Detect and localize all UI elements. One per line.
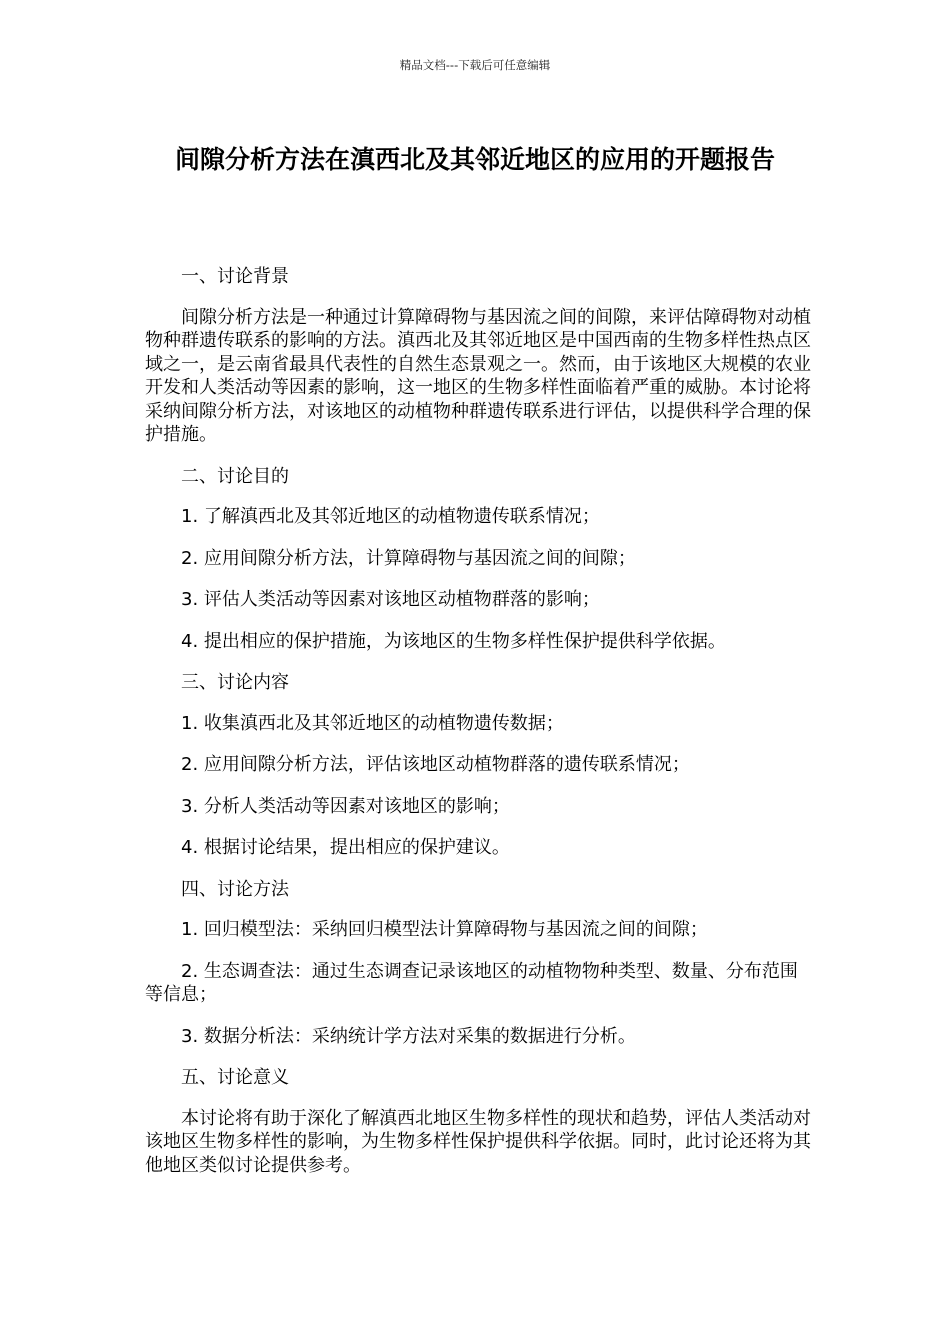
paragraph: 本讨论将有助于深化了解滇西北地区生物多样性的现状和趋势，评估人类活动对该地区生物多样性的影响，为生物多样性保护提供科学依据。同时，此讨论还将为其他地区类似讨论提供参考。 (145, 1107, 811, 1176)
section-heading: 一、讨论背景 (181, 266, 289, 287)
list-item: 1. 回归模型法：采纳回归模型法计算障碍物与基因流之间的间隙； (181, 919, 708, 940)
list-item: 3. 数据分析法：采纳统计学方法对采集的数据进行分析。 (181, 1025, 636, 1047)
list-item: 4. 提出相应的保护措施，为该地区的生物多样性保护提供科学依据。 (181, 630, 726, 652)
document-title: 间隙分析方法在滇西北及其邻近地区的应用的开题报告 (174, 145, 775, 174)
paragraph: 间隙分析方法是一种通过计算障碍物与基因流之间的间隙，来评估障碍物对动植物种群遗传联系的影响的方法。滇西北及其邻近地区是中国西南的生物多样性热点区域之一，是云南省最具代表性的自然生态景观之一。然而，由于该地区大规模的农业开发和人类活动等因素的影响，这一地区的生物多样性面临着严重的威胁。本讨论将采纳间隙分析方法，对该地区的动植物种群遗传联系进行评估，以提供科学合理的保护措施。 (145, 306, 811, 445)
section-heading: 二、讨论目的 (181, 465, 289, 487)
list-item: 2. 生态调查法：通过生态调查记录该地区的动植物物种类型、数量、分布范围等信息； (145, 960, 798, 1005)
list-item: 4. 根据讨论结果，提出相应的保护建议。 (181, 837, 510, 858)
section-heading: 四、讨论方法 (181, 878, 289, 900)
document-body (145, 265, 813, 1195)
list-item: 2. 应用间隙分析方法，评估该地区动植物群落的遗传联系情况； (181, 754, 690, 775)
page-header: 精品文档---下载后可任意编辑 (399, 58, 551, 72)
list-item: 3. 分析人类活动等因素对该地区的影响； (181, 795, 510, 817)
list-item: 1. 收集滇西北及其邻近地区的动植物遗传数据； (181, 712, 564, 734)
section-heading: 五、讨论意义 (181, 1067, 289, 1088)
list-item: 2. 应用间隙分析方法，计算障碍物与基因流之间的间隙； (181, 547, 636, 569)
list-item: 1. 了解滇西北及其邻近地区的动植物遗传联系情况； (181, 506, 600, 527)
list-item: 3. 评估人类活动等因素对该地区动植物群落的影响； (181, 589, 600, 610)
section-heading: 三、讨论内容 (181, 672, 289, 693)
